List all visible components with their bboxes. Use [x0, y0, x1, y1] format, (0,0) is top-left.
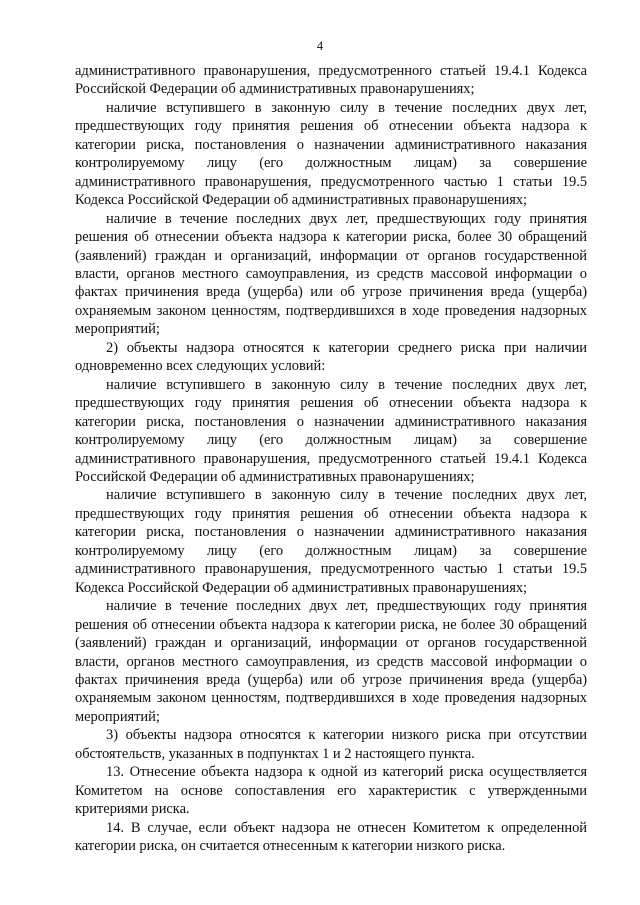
paragraph-condition-article-19-5: наличие вступившего в законную силу в течение последних двух лет, предшествующих году принятия решения об отнесении объекта надзора к категории риска, постановления о назначении административного наказания контролируемому лицу (его должностным лицам) за совершение административного правонарушения, предусмотренного частью 1 статьи 19.5 Кодекса Российской Федерации об административных правонарушениях;: [75, 99, 587, 209]
paragraph-low-risk: 3) объекты надзора относятся к категории низкого риска при отсутствии обстоятельств, указанных в подпунктах 1 и 2 настоящего пункта.: [75, 727, 587, 762]
paragraph-medium-condition-article-19-5: наличие вступившего в законную силу в течение последних двух лет, предшествующих году принятия решения об отнесении объекта надзора к категории риска, постановления о назначении административного наказания контролируемому лицу (его должностным лицам) за совершение административного правонарушения, предусмотренного частью 1 статьи 19.5 Кодекса Российской Федерации об административных правонарушениях;: [75, 487, 587, 596]
paragraph-medium-condition-appeals: наличие в течение последних двух лет, предшествующих году принятия решения об отнесении объекта надзора к категории риска, не более 30 обращений (заявлений) граждан и организаций, информации от органов государственной власти, органов местного самоуправления, из средств массовой информации о фактах причинения вреда (ущерба) или об угрозе причинения вреда (ущерба) охраняемым законом ценностям, подтвердившихся в ходе проведения надзорных мероприятий;: [75, 598, 587, 725]
paragraph-medium-condition-article-19-4-1: наличие вступившего в законную силу в течение последних двух лет, предшествующих году принятия решения об отнесении объекта надзора к категории риска, постановления о назначении административного наказания контролируемому лицу (его должностным лицам) за совершение административного правонарушения, предусмотренного статьей 19.4.1 Кодекса Российской Федерации об административных правонарушениях;: [75, 376, 587, 485]
paragraph-continuation: административного правонарушения, предусмотренного статьей 19.4.1 Кодекса Российской Федерации об административных правонарушениях;: [75, 63, 587, 98]
document-body: [75, 62, 587, 855]
paragraph-item-13: 13. Отнесение объекта надзора к одной из категорий риска осуществляется Комитетом на основе сопоставления его характеристик с утвержденными критериями риска.: [75, 764, 587, 818]
page-number: 4: [316, 39, 324, 53]
paragraph-condition-over-30-appeals: наличие в течение последних двух лет, предшествующих году принятия решения об отнесении объекта надзора к категории риска, более 30 обращений (заявлений) граждан и организаций, информации от органов государственной власти, органов местного самоуправления, из средств массовой информации о фактах причинения вреда (ущерба) или об угрозе причинения вреда (ущерба) охраняемым законом ценностям, подтвердившихся в ходе проведения надзорных мероприятий;: [75, 210, 587, 338]
paragraph-medium-risk-intro: 2) объекты надзора относятся к категории среднего риска при наличии одновременно всех следующих условий:: [75, 339, 587, 375]
paragraph-item-14: 14. В случае, если объект надзора не отнесен Комитетом к определенной категории риска, он считается отнесенным к категории низкого риска.: [75, 819, 587, 855]
